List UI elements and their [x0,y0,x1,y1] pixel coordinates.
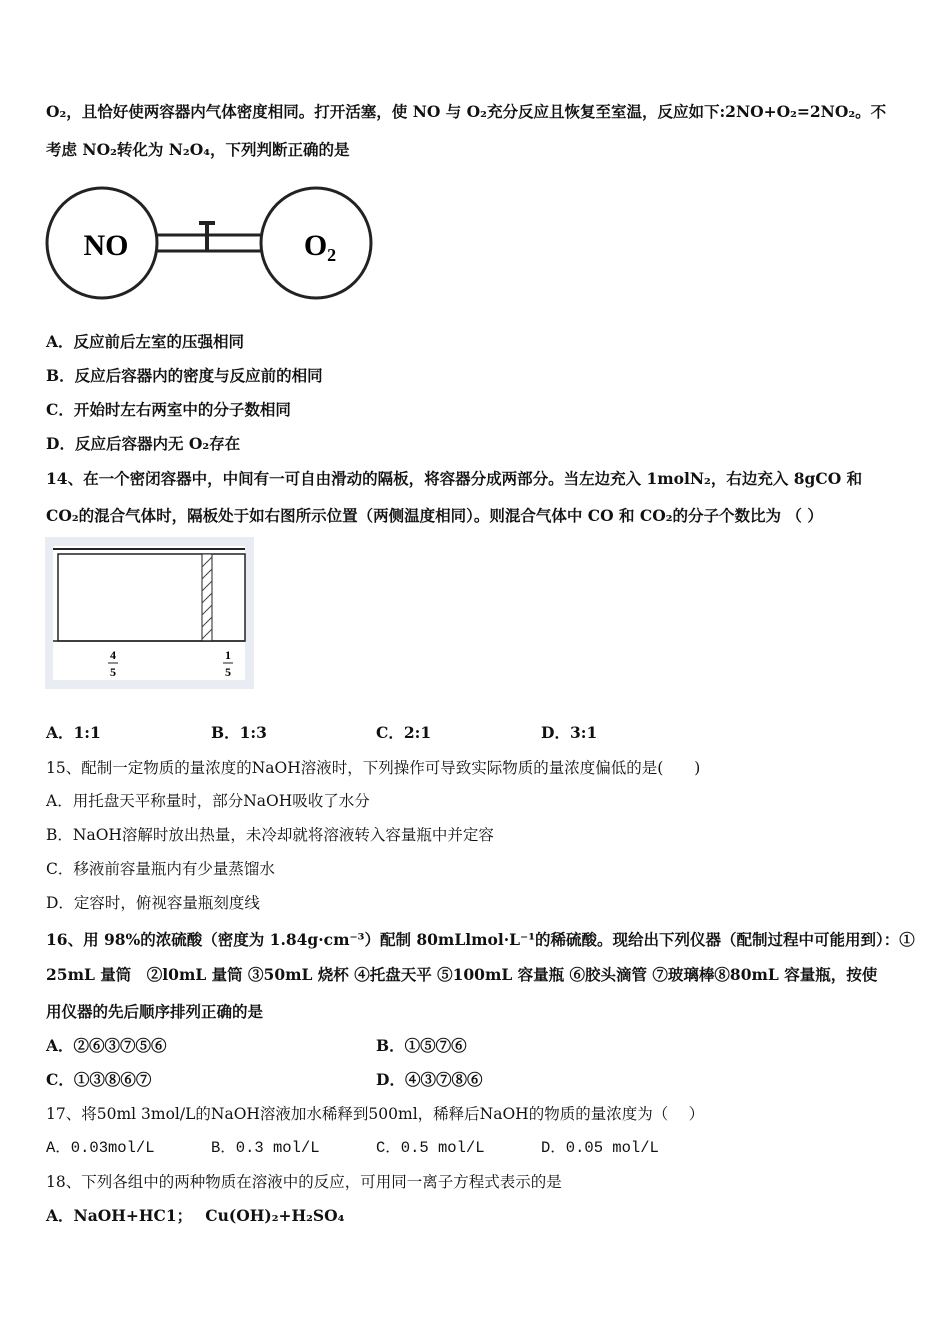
q16-option-d[interactable]: D．④③⑦⑧⑥ [376,1070,483,1089]
q16-stem-line3: 用仪器的先后顺序排列正确的是 [46,1002,264,1021]
q18-stem: 18、下列各组中的两种物质在溶液中的反应，可用同一离子方程式表示的是 [46,1173,562,1191]
q18-option-a[interactable]: A．NaOH+HC1； Cu(OH)₂+H₂SO₄ [46,1206,345,1225]
q15-option-a[interactable]: A．用托盘天平称量时，部分NaOH吸收了水分 [46,792,370,810]
q14-diagram-container [45,537,254,689]
q13-stem-line1: O₂，且恰好使两容器内气体密度相同。打开活塞，使 NO 与 O₂充分反应且恢复至室温，反应如下:2NO+O₂=2NO₂。不 [46,102,887,121]
right-fraction-numerator: 1 [225,648,231,662]
q13-option-a[interactable]: A．反应前后左室的压强相同 [46,332,245,351]
q14-stem-line1: 14、在一个密闭容器中，中间有一可自由滑动的隔板，将容器分成两部分。当左边充入 1molN₂，右边充入 8gCO 和 [46,469,863,488]
q15-option-d[interactable]: D．定容时，俯视容量瓶刻度线 [46,894,260,912]
q14-option-b[interactable]: B．1:3 [211,723,267,742]
q17-stem: 17、将50ml 3mol/L的NaOH溶液加水稀释到500ml，稀释后NaOH的物质的量浓度为（ ） [46,1105,705,1123]
q16-option-b[interactable]: B．①⑤⑦⑥ [376,1036,467,1055]
q16-option-c[interactable]: C．①③⑧⑥⑦ [46,1070,152,1089]
q16-stem-line1: 16、用 98%的浓硫酸（密度为 1.84g·cm⁻³）配制 80mLlmol·L⁻¹的稀硫酸。现给出下列仪器（配制过程中可能用到）：① [46,930,915,949]
q15-stem: 15、配制一定物质的量浓度的NaOH溶液时，下列操作可导致实际物质的量浓度偏低的是( ) [46,759,701,777]
q16-option-a[interactable]: A．②⑥③⑦⑤⑥ [46,1036,167,1055]
left-fraction-numerator: 4 [110,648,116,662]
flask-right-label: O₂ [303,229,337,262]
q15-option-c[interactable]: C．移液前容量瓶内有少量蒸馏水 [46,860,275,878]
q14-option-a[interactable]: A．1:1 [46,723,101,742]
q13-diagram-flasks [44,185,380,310]
q17-option-a[interactable]: A．0.03mol/L [46,1139,155,1157]
q17-option-b[interactable]: B．0.3 mol/L [211,1139,320,1157]
q13-option-d[interactable]: D．反应后容器内无 O₂存在 [46,434,241,453]
left-fraction-denominator: 5 [110,665,116,679]
q13-option-c[interactable]: C．开始时左右两室中的分子数相同 [46,400,291,419]
q17-option-d[interactable]: D．0.05 mol/L [541,1139,659,1157]
q14-stem-line2: CO₂的混合气体时，隔板处于如右图所示位置（两侧温度相同）。则混合气体中 CO 和 CO₂的分子个数比为 （ ） [46,506,823,525]
q13-stem-line2: 考虑 NO₂转化为 N₂O₄，下列判断正确的是 [46,140,350,159]
q13-option-b[interactable]: B．反应后容器内的密度与反应前的相同 [46,366,323,385]
q15-option-b[interactable]: B．NaOH溶解时放出热量，未冷却就将溶液转入容量瓶中并定容 [46,826,494,844]
right-fraction-denominator: 5 [225,665,231,679]
flask-left-label: NO [83,229,129,262]
q17-option-c[interactable]: C．0.5 mol/L [376,1139,485,1157]
q16-stem-line2: 25mL 量筒 ②l0mL 量筒 ③50mL 烧杯 ④托盘天平 ⑤100mL 容量瓶 ⑥胶头滴管 ⑦玻璃棒⑧80mL 容量瓶，按使 [46,965,878,984]
q14-option-c[interactable]: C．2:1 [376,723,432,742]
q14-option-d[interactable]: D．3:1 [541,723,598,742]
